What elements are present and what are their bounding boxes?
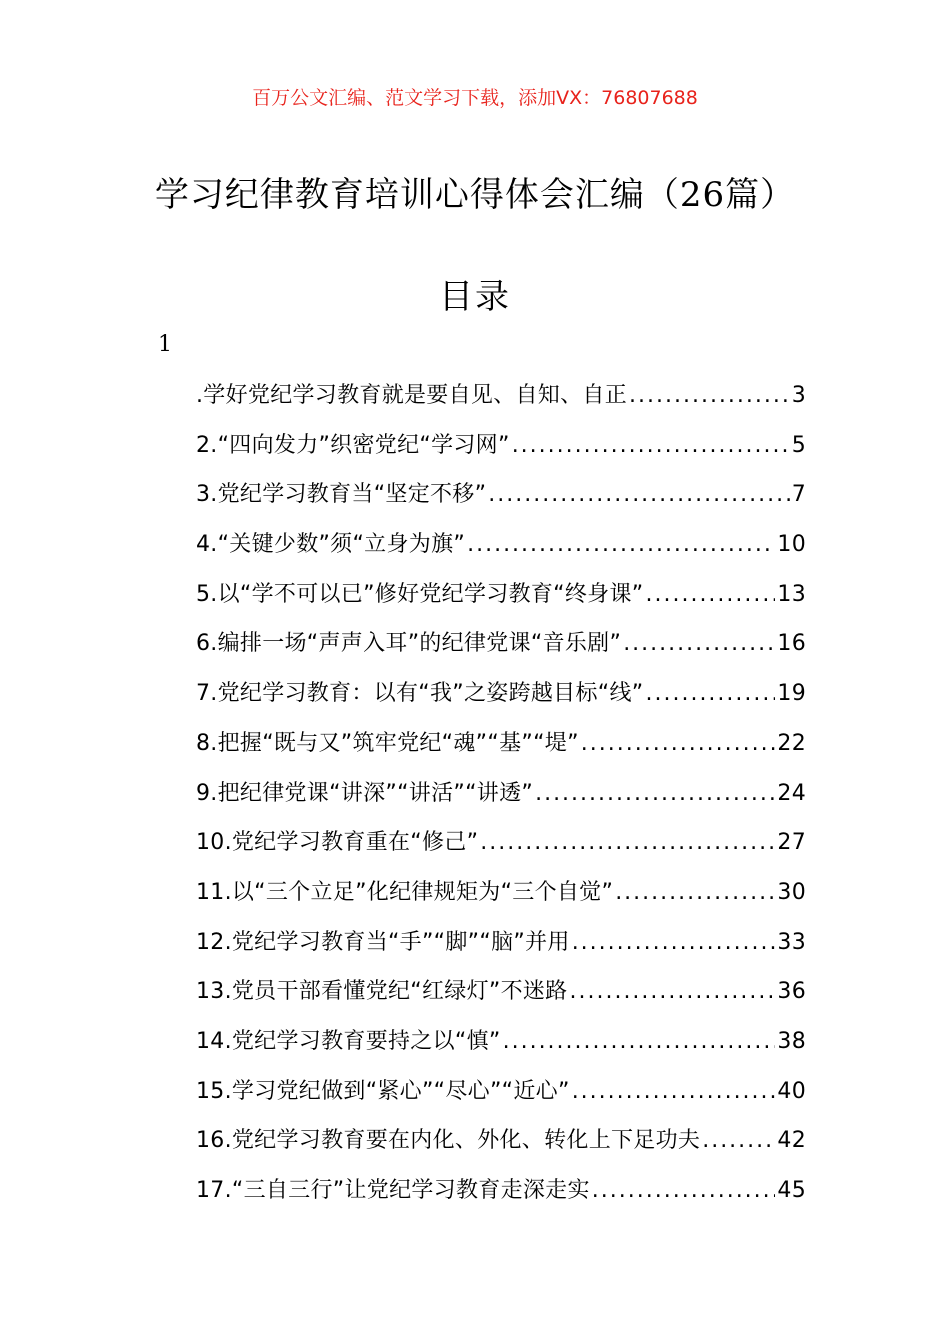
toc-page-number: 5	[791, 432, 806, 458]
toc-leader-dots	[572, 923, 776, 963]
toc-entry-title: 8.把握“既与又”筑牢党纪“魂”“基”“堤”	[196, 730, 579, 756]
toc-page-number: 13	[777, 581, 806, 607]
toc-page-number: 22	[777, 730, 806, 756]
toc-leader-dots	[645, 674, 775, 714]
title-number: 26	[679, 175, 726, 215]
toc-item-17[interactable]	[196, 1171, 806, 1221]
toc-item-16[interactable]	[196, 1121, 806, 1171]
toc-leader-dots	[572, 1072, 776, 1112]
toc-entry-title: 17.“三自三行”让党纪学习教育走深走实	[196, 1178, 590, 1203]
toc-leader-dots	[592, 1171, 776, 1211]
toc-leader-dots	[615, 873, 775, 913]
toc-page-number: 40	[777, 1078, 806, 1104]
toc-heading: 目录	[439, 277, 511, 317]
toc-page-number: 27	[777, 830, 806, 856]
toc-leader-dots	[629, 376, 790, 416]
toc-item-4[interactable]	[196, 525, 806, 575]
toc-item-6[interactable]	[196, 624, 806, 674]
toc-page-number: 30	[777, 879, 806, 905]
toc-leader-dots	[535, 774, 775, 814]
toc-page-number: 3	[791, 383, 806, 408]
toc-leader-dots	[623, 624, 775, 664]
toc-page-number: 10	[777, 532, 806, 558]
toc-entry-title: 3.党纪学习教育当“坚定不移”	[196, 482, 487, 508]
toc-item-5[interactable]	[196, 575, 806, 625]
toc-leader-dots	[581, 724, 776, 764]
document-title	[0, 170, 950, 220]
toc-entry-title: 11.以“三个立足”化纪律规矩为“三个自觉”	[196, 879, 614, 905]
header-note: 百万公文汇编、范文学习下载，添加VX：76807688	[252, 87, 698, 109]
toc-entry-title: 2.“四向发力”织密党纪“学习网”	[196, 432, 510, 458]
toc-entry-title: .学好党纪学习教育就是要自见、自知、自正	[196, 383, 627, 408]
toc-item-2[interactable]	[196, 426, 806, 476]
toc-leader-dots	[702, 1121, 775, 1161]
toc-page-number: 33	[777, 929, 806, 955]
toc-item-13[interactable]	[196, 972, 806, 1022]
toc-entry-title: 9.把纪律党课“讲深”“讲活”“讲透”	[196, 780, 534, 806]
toc-item-1[interactable]	[196, 376, 806, 426]
toc-entry-title: 6.编排一场“声声入耳”的纪律党课“音乐剧”	[196, 631, 622, 657]
title-prefix: 学习纪律教育培训心得体会汇编（	[154, 175, 680, 215]
toc-entry-title: 15.学习党纪做到“紧心”“尽心”“近心”	[196, 1078, 570, 1104]
toc-entry-title: 4.“关键少数”须“立身为旗”	[196, 532, 466, 558]
toc-page-number: 36	[777, 979, 806, 1005]
toc-item-14[interactable]	[196, 1022, 806, 1072]
toc-entry-title: 13.党员干部看懂党纪“红绿灯”不迷路	[196, 979, 568, 1005]
stray-number: 1	[158, 332, 172, 357]
toc-item-10[interactable]	[196, 823, 806, 873]
toc-entry-title: 5.以“学不可以已”修好党纪学习教育“终身课”	[196, 581, 644, 607]
toc-leader-dots	[569, 972, 775, 1012]
toc-entry-title: 10.党纪学习教育重在“修己”	[196, 830, 479, 856]
toc-item-11[interactable]	[196, 873, 806, 923]
toc-page-number: 24	[777, 780, 806, 806]
toc-item-15[interactable]	[196, 1072, 806, 1122]
toc-page-number: 42	[777, 1128, 806, 1154]
toc-leader-dots	[512, 426, 790, 466]
toc-leader-dots	[467, 525, 775, 565]
toc-item-3[interactable]	[196, 475, 806, 525]
toc-page-number: 45	[777, 1178, 806, 1203]
toc-page-number: 38	[777, 1028, 806, 1054]
toc-item-8[interactable]	[196, 724, 806, 774]
toc-leader-dots	[645, 575, 775, 615]
toc-leader-dots	[503, 1022, 776, 1062]
toc-page-number: 19	[777, 681, 806, 707]
toc-item-12[interactable]	[196, 923, 806, 973]
toc-item-7[interactable]	[196, 674, 806, 724]
toc-page-number: 7	[791, 482, 806, 508]
toc-entry-title: 16.党纪学习教育要在内化、外化、转化上下足功夫	[196, 1128, 701, 1154]
toc-leader-dots	[480, 823, 775, 863]
toc-entry-title: 12.党纪学习教育当“手”“脚”“脑”并用	[196, 929, 570, 955]
toc-entry-title: 14.党纪学习教育要持之以“慎”	[196, 1028, 501, 1054]
toc-page-number: 16	[777, 631, 806, 657]
title-suffix: 篇）	[725, 175, 796, 215]
toc-item-9[interactable]	[196, 774, 806, 824]
toc-leader-dots	[488, 475, 789, 515]
table-of-contents	[196, 376, 806, 1221]
toc-entry-title: 7.党纪学习教育：以有“我”之姿跨越目标“线”	[196, 681, 644, 707]
